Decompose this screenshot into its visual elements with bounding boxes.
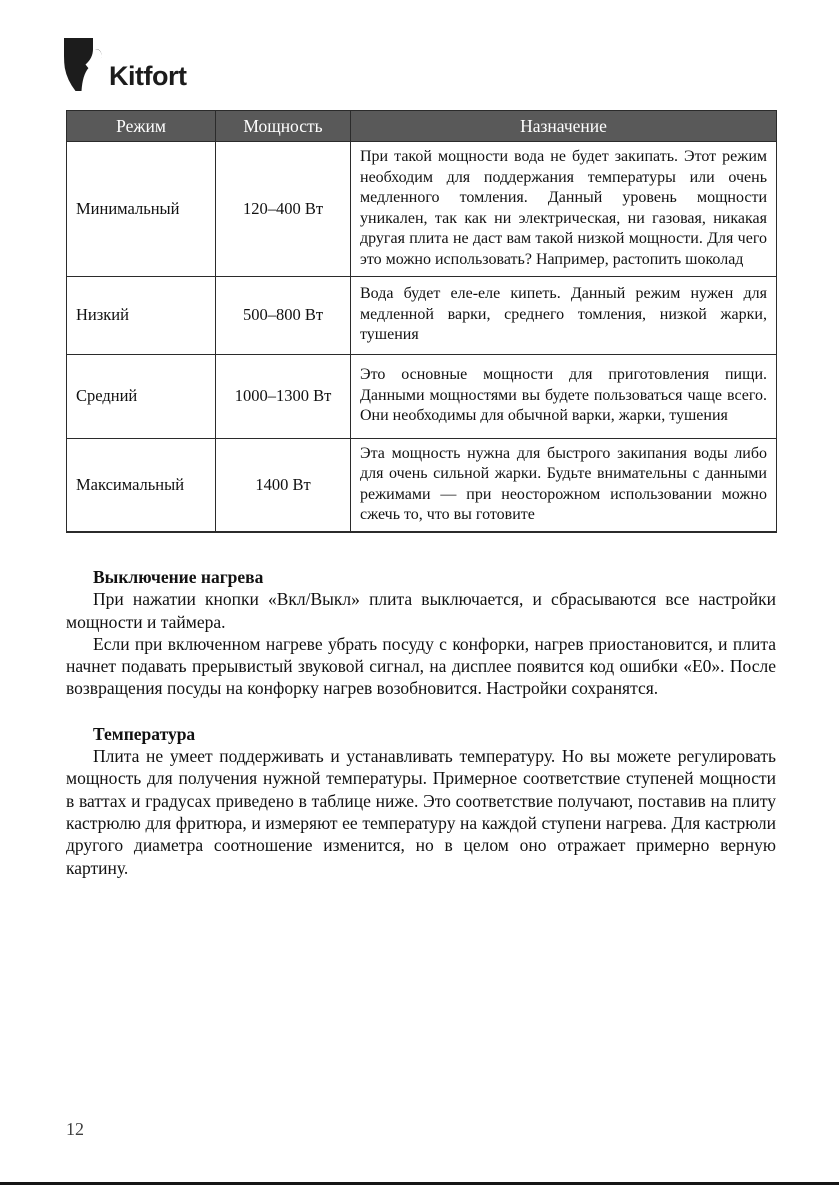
power-modes-table [66, 110, 777, 533]
table-header [67, 111, 777, 142]
purpose-cell: Вода будет еле-еле кипеть. Данный режим нужен для медленной варки, среднего томления, низкой жарки, тушения [351, 276, 777, 354]
table-row [67, 438, 777, 532]
power-cell: 120–400 Вт [216, 142, 351, 277]
section-heading-heating-off: Выключение нагрева [93, 567, 264, 587]
paragraph: Плита не умеет поддерживать и устанавливать температуру. Но вы можете регулировать мощность для получения нужной температуры. Примерное соответствие ступеней мощности в ваттах и градусах приведено в таблице ниже. Это соответствие получают, поставив на плиту кастрюлю для фритюра, и измеряют ее температуру на каждой ступени нагрева. Для кастрюли другого диаметра соотношение изменится, но в целом оно отражает примерно верную картину. [66, 746, 776, 878]
purpose-cell: Эта мощность нужна для быстрого закипания воды либо для очень сильной жарки. Будьте внимательны с данными режимами — при неосторожном использовании можно сжечь то, что вы готовите [351, 438, 777, 532]
page-body-text [66, 566, 776, 879]
purpose-cell: Это основные мощности для приготовления пищи. Данными мощностями вы будете пользоваться чаще всего. Они необходимы для обычной варки, жарки, тушения [351, 354, 777, 438]
table-body [67, 142, 777, 532]
power-cell: 1000–1300 Вт [216, 354, 351, 438]
purpose-cell: При такой мощности вода не будет закипать. Этот режим необходим для поддержания температуры или очень медленного томления. Данный уровень мощности уникален, так как ни электрическая, ни газовая, никакая другая плита не даст вам такой низкой мощности. Для чего это можно использовать? Например, растопить шоколад [351, 142, 777, 277]
mode-cell: Максимальный [67, 438, 216, 532]
section-temperature [66, 723, 776, 879]
page-number: 12 [66, 1119, 84, 1139]
kitfort-flag-icon [64, 38, 102, 91]
paragraph: Если при включенном нагреве убрать посуду с конфорки, нагрев приостановится, и плита начнет подавать прерывистый звуковой сигнал, на дисплее появится код ошибки «E0». После возвращения посуды на конфорку нагрев возобновится. Настройки сохранятся. [66, 633, 776, 699]
table-row [67, 354, 777, 438]
brand-name: Kitfort [109, 61, 187, 91]
table-header-row [67, 111, 777, 142]
column-header-mode: Режим [67, 111, 216, 142]
section-heating-off [66, 566, 776, 700]
table-row [67, 142, 777, 277]
page-bottom-rule [0, 1182, 839, 1185]
paragraph: При нажатии кнопки «Вкл/Выкл» плита выключается, и сбрасываются все настройки мощности и таймера. [66, 589, 776, 632]
power-cell: 500–800 Вт [216, 276, 351, 354]
mode-cell: Минимальный [67, 142, 216, 277]
table-row [67, 276, 777, 354]
mode-cell: Средний [67, 354, 216, 438]
column-header-power: Мощность [216, 111, 351, 142]
power-cell: 1400 Вт [216, 438, 351, 532]
mode-cell: Низкий [67, 276, 216, 354]
section-heading-temperature: Температура [93, 723, 196, 744]
column-header-purpose: Назначение [351, 111, 777, 142]
brand-logo [64, 38, 186, 91]
